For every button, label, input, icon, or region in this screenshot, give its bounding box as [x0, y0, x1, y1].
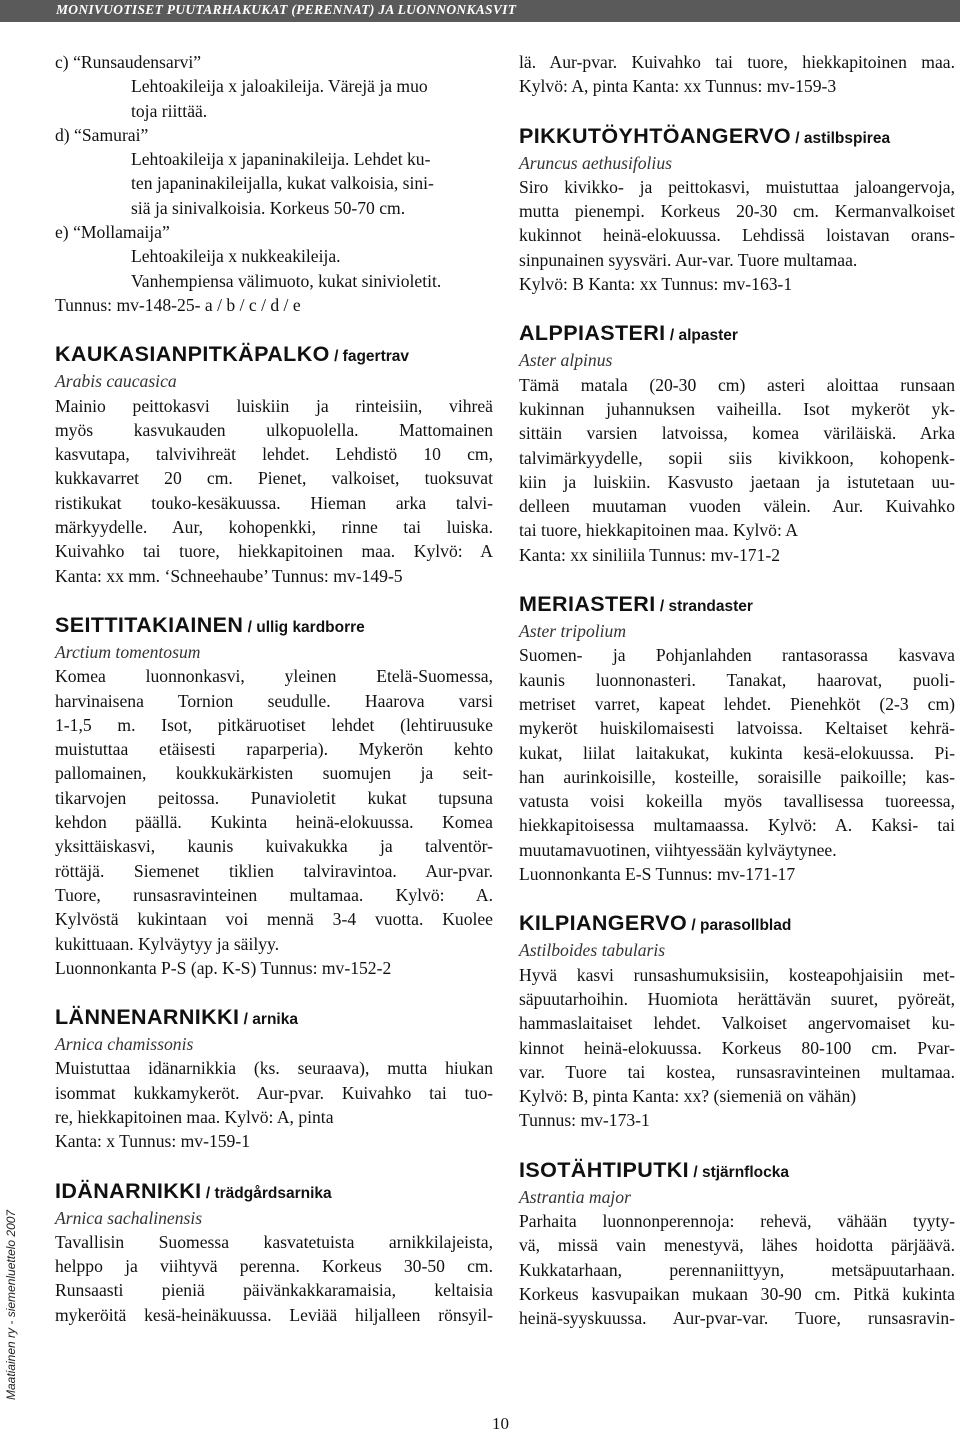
entry-text-line: metriset varret, kapeat lehdet. Pienehköt (2-3 cm)	[519, 693, 955, 714]
entry-text-line: muutamavuotinen, viihtyessään kylväytynee.	[519, 839, 837, 860]
entry-text-line: harvinaisena Tornion seudulle. Haarova varsi	[55, 690, 493, 711]
entry-name: KILPIANGERVO	[519, 911, 688, 936]
entry-swedish-name: / stjärnflocka	[689, 1163, 789, 1181]
entry-text-line: sittäin varsien latvoissa, komea väriläiskä. Arka	[519, 423, 955, 444]
header-bar	[0, 0, 960, 22]
entry-swedish-name: / strandaster	[655, 598, 753, 616]
entry-text-line: Kanta: xx mm. ‘Schneehaube’ Tunnus: mv-149-5	[55, 565, 403, 586]
entry-swedish-name: / trädgårdsarnika	[201, 1184, 332, 1202]
variety-d-name: d) “Samurai”	[55, 124, 149, 145]
entry-text-line: han aurinkoisille, kosteille, soraisille paikoille; kas-	[519, 766, 955, 787]
variety-e-desc-line: Vanhempiensa välimuoto, kukat sinivioletit.	[131, 270, 442, 291]
entry-name: SEITTITAKIAINEN	[55, 612, 244, 637]
entry-text-line: kukkavarret 20 cm. Pienet, valkoiset, tuoksuvat	[55, 468, 493, 489]
entry-heading	[519, 589, 955, 619]
entry-latin-name: Arabis caucasica	[55, 371, 177, 392]
entry-text-line: kukat, liilat laitakukat, kukinta kesä-elokuussa. Pi-	[519, 742, 955, 763]
entry-text-line: mutta pienempi. Korkeus 20-30 cm. Kermanvalkoiset	[519, 201, 955, 222]
variety-code: Tunnus: mv-148-25- a / b / c / d / e	[55, 294, 301, 315]
entry-text-line: kinnot heinä-elokuussa. Korkeus 80-100 cm. Pvar-	[519, 1037, 955, 1058]
entry-text-line: mykeröt huiskilomaisesti latvoissa. Keltaiset kehrä-	[519, 718, 955, 739]
entry-text-line: muistuttaa etäisesti raparperia). Mykerön kehto	[55, 739, 493, 760]
entry-latin-name: Aruncus aethusifolius	[519, 152, 672, 173]
entry-text-line: 1-1,5 m. Isot, pitkäruotiset lehdet (lehtiruusuke	[55, 714, 493, 735]
variety-c-name: c) “Runsaudensarvi”	[55, 52, 202, 72]
entry-text-line: kiin ja luiskiin. Kasvusto jaetaan ja istutetaan uu-	[519, 471, 955, 492]
entry-swedish-name: / parasollblad	[687, 917, 792, 935]
variety-d-desc-line: Lehtoakileija x japaninakileija. Lehdet ku-	[131, 149, 431, 170]
entry-text-line: Tavallisin Suomessa kasvatetuista arnikkilajeista,	[55, 1231, 493, 1252]
entry-latin-name: Arnica chamissonis	[55, 1034, 194, 1055]
entry-name: MERIASTERI	[519, 592, 656, 617]
entry-text-line: Luonnonkanta E-S Tunnus: mv-171-17	[519, 864, 796, 885]
entry-swedish-name: / alpaster	[665, 327, 738, 345]
entry-name: KAUKASIANPITKÄPALKO	[55, 342, 330, 367]
entry-heading	[55, 1002, 493, 1032]
entry-text-line: röttäjä. Siemenet tiklien talviravintoa. Aur-pvar.	[55, 860, 493, 881]
variety-e-desc-line: Lehtoakileija x nukkeakileija.	[131, 246, 341, 267]
entry-text-line: hammaslaitaiset lehdet. Valkoiset angervomaiset ku-	[519, 1013, 955, 1034]
entry-text-line: Komea luonnonkasvi, yleinen Etelä-Suomessa,	[55, 666, 493, 687]
entry-text-line: talvimärkyydelle, sopii siis kivikkoon, kohopenk-	[519, 447, 955, 468]
entry-text-line: re, hiekkapitoinen maa. Kylvö: A, pinta	[55, 1106, 334, 1127]
variety-c-desc-line: Lehtoakileija x jaloakileija. Värejä ja muo	[131, 76, 428, 97]
entry-text-line: Korkeus kasvupaikan mukaan 30-90 cm. Pitkä kukinta	[519, 1283, 955, 1304]
entry-swedish-name: / fagertrav	[329, 348, 410, 366]
entry-text-line: mykeröitä kesä-heinäkuussa. Leviää hiljalleen rönsyil-	[55, 1304, 493, 1325]
left-column	[55, 50, 493, 1327]
entry-heading	[519, 318, 955, 348]
entry-name: IDÄNARNIKKI	[55, 1178, 202, 1203]
entry-text-line: Runsaasti pieniä päivänkakkaramaisia, keltaisia	[55, 1280, 493, 1301]
entry-text-line: Parhaita luonnonperennoja: rehevä, vähään tyyty-	[519, 1210, 955, 1231]
entry-name: ALPPIASTERI	[519, 321, 666, 346]
continuation-line: Kylvö: A, pinta Kanta: xx Tunnus: mv-159-3	[519, 76, 837, 97]
entry-text-line: Tuore, runsasravinteinen multamaa. Kylvö: A.	[55, 884, 493, 905]
entry-text-line: Luonnonkanta P-S (ap. K-S) Tunnus: mv-152-2	[55, 957, 392, 978]
variety-d-desc-line: ten japaninakileijalla, kukat valkoisia, sini-	[131, 173, 434, 194]
entry-heading	[519, 908, 955, 938]
entry-text-line: Kylvö: B Kanta: xx Tunnus: mv-163-1	[519, 274, 793, 295]
entry-text-line: kukittuaan. Kylväytyy ja säilyy.	[55, 933, 280, 954]
entry-text-line: yksittäiskasvi, kaunis kuivakukka ja talventör-	[55, 836, 493, 857]
entry-text-line: Muistuttaa idänarnikkia (ks. seuraava), mutta hiukan	[55, 1058, 493, 1079]
entry-text-line: säpuutarhoihin. Huomiota herättävän suuret, pyöreät,	[519, 988, 955, 1009]
entry-text-line: helppo ja viihtyvä perenna. Korkeus 30-50 cm.	[55, 1256, 493, 1277]
entry-latin-name: Arnica sachalinensis	[55, 1207, 203, 1228]
entry-text-line: heinä-syyskuussa. Aur-pvar-var. Tuore, runsasravin-	[519, 1308, 955, 1329]
entry-text-line: Hyvä kasvi runsashumuksisiin, kosteapohjaisiin met-	[519, 964, 955, 985]
entry-text-line: kehdon päällä. Kukinta heinä-elokuussa. Komea	[55, 812, 493, 833]
entry-text-line: Kukkatarhaan, perennaniittyyn, metsäpuutarhaan.	[519, 1259, 955, 1280]
entry-text-line: Kuivahko tai tuore, hiekkapitoinen maa. Kylvö: A	[55, 541, 493, 562]
entry-text-line: märkyydelle. Aur, kohopenkki, rinne tai luiska.	[55, 517, 493, 538]
entry-text-line: Siro kivikko- ja peittokasvi, muistuttaa jaloangervoja,	[519, 176, 955, 197]
entry-name: ISOTÄHTIPUTKI	[519, 1157, 690, 1182]
entry-text-line: ristikukat touko-kesäkuussa. Hieman arka talvi-	[55, 492, 493, 513]
entry-latin-name: Astilboides tabularis	[519, 940, 666, 961]
entry-text-line: hiekkapitoisessa multamaassa. Kylvö: A. Kaksi- tai	[519, 815, 955, 836]
entry-text-line: vatusta voisi kokeilla myös tavallisessa tuoreessa,	[519, 791, 955, 812]
entry-text-line: isommat kukkamykeröt. Aur-pvar. Kuivahko tai tuo-	[55, 1082, 493, 1103]
page-header-title: MONIVUOTISET PUUTARHAKUKAT (PERENNAT) JA LUONNONKASVIT	[56, 2, 517, 17]
entry-text-line: Mainio peittokasvi luiskiin ja rinteisiin, vihreä	[55, 395, 493, 416]
variety-e-name: e) “Mollamaija”	[55, 222, 170, 243]
entry-name: LÄNNENARNIKKI	[55, 1005, 240, 1030]
entry-heading	[55, 610, 493, 640]
entry-name: PIKKUTÖYHTÖANGERVO	[519, 123, 791, 148]
entry-text-line: Kanta: xx siniliila Tunnus: mv-171-2	[519, 544, 780, 565]
entry-text-line: Kylvö: B, pinta Kanta: xx? (siemeniä on vähän)	[519, 1086, 857, 1107]
entry-text-line: kukinnan juhannuksen vaiheilla. Isot mykeröt yk-	[519, 398, 955, 419]
variety-c-desc-line: toja riittää.	[131, 100, 208, 121]
entry-latin-name: Astrantia major	[519, 1186, 631, 1207]
entry-text-line: myös kasvukauden ulkopuolella. Mattomainen	[55, 419, 493, 440]
entry-text-line: delleen muutaman vuoden välein. Aur. Kuivahko	[519, 496, 955, 517]
entry-text-line: tikarvojen peitossa. Punavioletit kukat tupsuna	[55, 787, 493, 808]
variety-d-desc-line: siä ja sinivalkoisia. Korkeus 50-70 cm.	[131, 197, 406, 218]
entry-heading	[55, 339, 493, 369]
entry-latin-name: Arctium tomentosum	[55, 641, 201, 662]
entry-text-line: kasvutapa, talvivihreät lehdet. Lehdistö 10 cm,	[55, 444, 493, 465]
entry-text-line: vä, missä vain menestyvä, lähes hoidotta pärjäävä.	[519, 1235, 955, 1256]
side-label: Maatiainen ry - siemenluettelo 2007	[4, 1209, 18, 1400]
entry-text-line: pallomainen, koukkukärkisten suomujen ja seit-	[55, 763, 493, 784]
entry-text-line: Suomen- ja Pohjanlahden rantasorassa kasvava	[519, 645, 955, 666]
entry-swedish-name: / astilbspirea	[791, 129, 891, 147]
entry-text-line: tai tuore, hiekkapitoinen maa. Kylvö: A	[519, 520, 798, 541]
continuation-line: lä. Aur-pvar. Kuivahko tai tuore, hiekkapitoinen maa.	[519, 52, 955, 72]
entry-text-line: Tämä matala (20-30 cm) asteri aloittaa runsaan	[519, 374, 955, 395]
entry-swedish-name: / arnika	[239, 1011, 298, 1029]
entry-text-line: sinpunainen syysväri. Aur-var. Tuore multamaa.	[519, 249, 858, 270]
entry-heading	[519, 1155, 955, 1185]
right-column	[519, 50, 955, 1330]
entry-text-line: Tunnus: mv-173-1	[519, 1110, 650, 1131]
entry-text-line: var. Tuore tai kostea, runsasravinteinen multamaa.	[519, 1061, 955, 1082]
entry-heading	[55, 1176, 493, 1206]
entry-heading	[519, 121, 955, 151]
entry-text-line: Kylvöstä kukintaan voi mennä 3-4 vuotta. Kuolee	[55, 909, 493, 930]
entry-text-line: Kanta: x Tunnus: mv-159-1	[55, 1131, 251, 1152]
entry-latin-name: Aster tripolium	[519, 621, 627, 642]
entry-swedish-name: / ullig kardborre	[243, 618, 365, 636]
entry-latin-name: Aster alpinus	[519, 350, 613, 371]
entry-text-line: kukinnot heinä-elokuussa. Lehdissä loistavan orans-	[519, 225, 955, 246]
entry-text-line: kaunis luonnonasteri. Tanakat, haarovat, puoli-	[519, 669, 955, 690]
page-number: 10	[492, 1414, 509, 1433]
